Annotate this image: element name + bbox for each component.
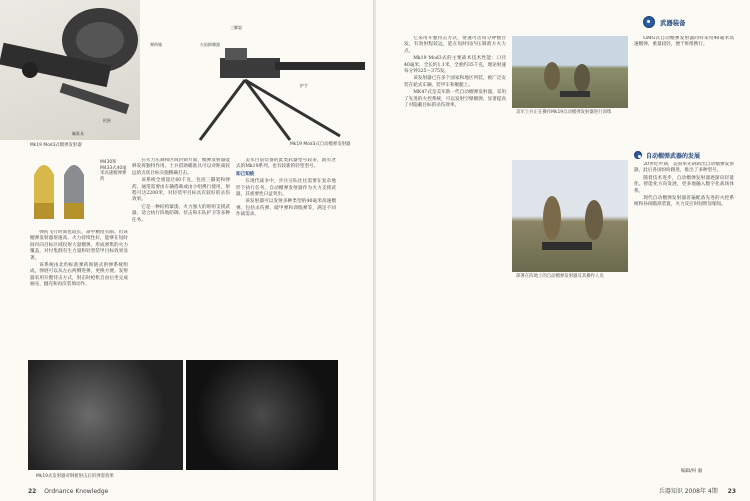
label-tripod: 三脚架 [230,25,242,30]
right-column-1 [404,36,506,476]
left-col3-para-3: 该发射器可以发射多种类型的40毫米高速榴弹，包括杀伤弹、破甲弹和训练弹等，满足不同作战需求。 [236,199,336,218]
launcher-closeup-photo [0,0,140,140]
right-footer-title: 兵器知识 2008年 4期 [658,488,718,495]
section-header-tag: 武器装备 [660,19,686,27]
left-col2-para-3: 它是一种结构紧凑、火力强大的班组支援武器，适合执行阵地防御、伏击和车队护卫等多种任务。 [132,204,230,223]
right-col1-para-1: 它采用开膛待击方式，射速可达每分钟数百发，有效射程较远，能在短时间内压制敌方火力点。 [404,36,506,54]
caption-ammo: M430和 M433式40毫米高速榴弹弹药 [100,160,127,182]
left-page [0,0,374,501]
left-column-1 [30,230,128,360]
steel-plate-photo-left [28,360,183,470]
editor-tag: 编辑/何 毅 [681,469,703,474]
left-col1-para-1: 弹药飞行时间也较长，命中精度有限。但该榴弹发射器射速高、火力持续性好，能够在短时间内向目标区域投射大量榴弹，形成密集的火力覆盖，对付集群有生力量和轻型装甲目标效果显著。 [30,230,128,261]
right-col3-para-3: 20世纪中期，美国率先研制出自动榴弹发射器，此后各国纷纷跟进，推出了多种型号。 [634,162,734,174]
section-emblem-icon [643,16,655,28]
left-column-3 [236,158,336,358]
sidebar-title: 知己知彼 [236,171,255,177]
left-footer [28,488,108,495]
label-ammo-box: 弹药箱 [150,42,162,47]
launcher-position-photo [512,160,628,272]
left-col1-para-2: 该系统由北约标准弹药和链式供弹系统组成，弹链可以从左右两侧进弹，更换方便。发射器采用开膛待击方式，射击时枪机自由后坐完成抽壳、抛壳和再次装填动作。 [30,263,128,288]
right-page-number: 23 [727,488,736,495]
right-column-3b [634,162,734,462]
soldiers-training-photo [512,36,628,108]
steel-plate-photo-right [186,360,338,470]
left-footer-title: Ordnance Knowledge [44,488,109,495]
section-heading-icon [634,151,642,159]
left-col3-para-2: 在现代战争中，步兵分队往往需要在复杂地形下执行任务，自动榴弹发射器作为火力支援武器，其重要性日益突出。 [236,179,336,198]
caption-steel-plate: Mk19式发射器对钢板射击后的弹着效果 [36,474,114,479]
ammo-rounds-illustration [28,155,96,223]
right-col3-para-5: 现代自动榴弹发射器普遍配备先进的火控系统和昼夜瞄准装置，火力反应时间明显缩短。 [634,196,734,208]
left-col2-para-1: 在火力压制和区域封锁方面，榴弹发射器能够发挥独特作用。士兵借助瞄准具可以对距离较远的点状目标实施精确打击。 [132,158,230,176]
caption-soldiers-training: 美军士兵正在操作Mk19自动榴弹发射器进行训练 [516,110,612,115]
label-sight: 瞄准具 [72,131,84,136]
left-col3-para-1: 美军目前装备的此类武器型号较多，既有老式的Mk19系列，也有较新的轻型型号。 [236,158,336,170]
tripod-launcher-illustration [190,48,370,148]
right-column-3 [634,36,734,148]
label-flash-hider: 火焰抑制器 [200,42,220,47]
caption-launcher-position: 部署在阵地上的自动榴弹发射器及其操作人员 [516,274,604,279]
section-heading: 自动榴弹武器的发展 [646,153,701,160]
label-receiver: 机匣 [103,118,111,123]
left-column-2 [132,158,230,358]
caption-tripod-launcher: Mk19 Mod3式自动榴弹发射器 [290,142,351,147]
right-col1-para-3: 该发射器已在多个国家和地区列装，被广泛安装在轮式车辆、装甲车和舰艇上。 [404,76,506,88]
left-page-number: 22 [28,488,37,495]
right-footer [659,486,736,495]
left-col2-para-2: 该系统全重超过60千克，包括三脚架和弹药，通常需要由车辆搭载或由小组携行使用，射程可达2200米，对轻装甲目标具有较好的杀伤效果。 [132,178,230,203]
label-handguard: 护手 [300,83,308,88]
right-col3-para-1: GMG式自动榴弹发射器同样采用40毫米高速榴弹，重量较轻，便于班组携行。 [634,36,734,48]
right-col3-para-4: 随着技术进步，自动榴弹发射器逐渐向轻量化、智能化方向发展，更多地融入数字化战场体系。 [634,175,734,194]
right-page [376,0,750,501]
caption-launcher-closeup: Mk19 Mod3式榴弹发射器 [30,143,82,148]
right-col1-para-4: MK47式是美军新一代自动榴弹发射器，采用了先进的火控系统，可以发射空爆榴弹，显著提高了对隐蔽目标的杀伤效率。 [404,90,506,109]
right-col1-para-2: Mk19 Mod3式的主要战术技术性能：口径40毫米，全长约1.1米，全重约35千克，理论射速每分钟325～375发。 [404,56,506,75]
